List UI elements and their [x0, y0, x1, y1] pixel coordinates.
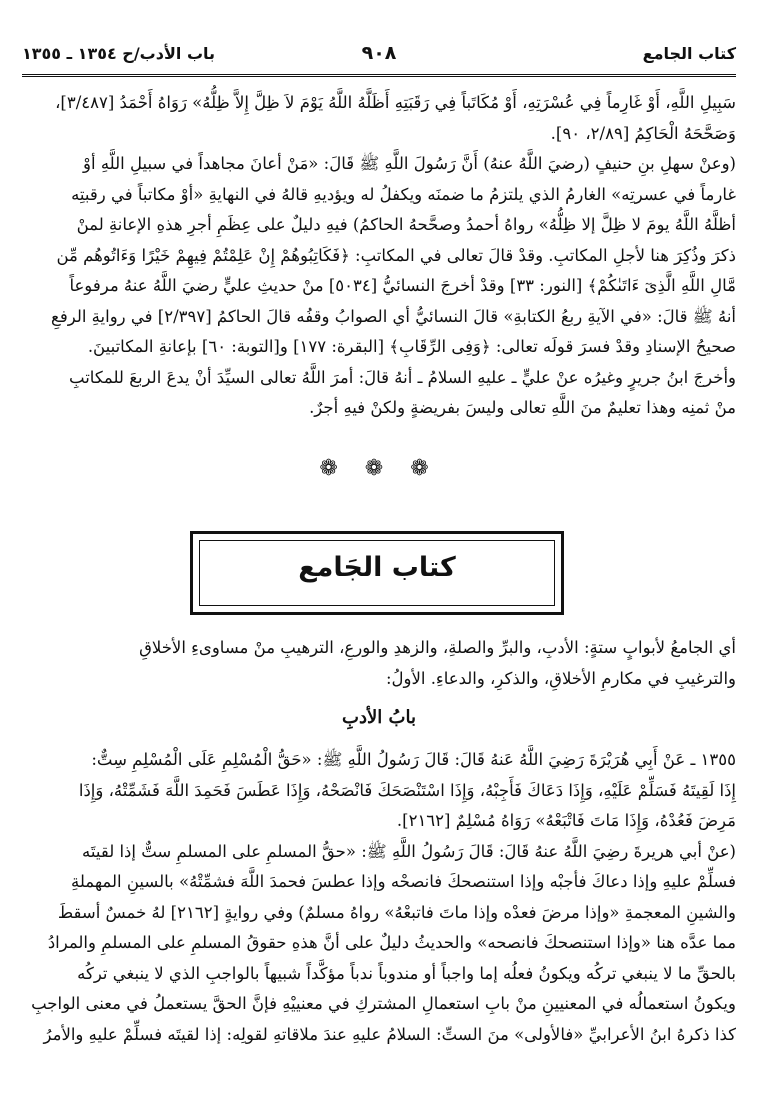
- text-line: (عنْ أبي هريرةَ رضِيَ اللَّهُ عنهُ قَالَ: قَالَ رَسُولُ اللَّهِ ﷺ: «حقُّ المسلمِ على المسلمِ ستٌّ إذا لقيتَه: [82, 841, 736, 861]
- text-line: فسلِّمْ عليهِ وإذا دعاكَ فأجبْه وإذا استنصحكَ فانصحْه وإذا عطسَ فحمدَ اللَّهَ فشمِّتْهُ» بالسينِ المهملةِ: [70, 872, 736, 891]
- text-line: منْ ثمنِه وهذا تعليمٌ منَ اللَّهِ تعالى وليسَ بفريضةٍ ولكنْ فيهِ أجرٌ.: [309, 398, 736, 417]
- book-heading: كتاب الجَامع: [298, 552, 456, 583]
- text-block-hadith: [22, 745, 736, 1050]
- text-line: مما عدَّه هنا «وإذا استنصحكَ فانصحه» والحديثُ دليلٌ على أنَّ هذهِ حقوقُ المسلمِ على المسلمِ والمرادُ: [47, 933, 736, 952]
- text-line: مَرِضَ فَعُدْهُ، وَإِذَا مَاتَ فَاتْبَعْهُ» رَوَاهُ مُسْلِمٌ [٢١٦٢].: [396, 811, 736, 830]
- text-line: غارماً في عسرتِه» الغارمُ الذي يلتزمُ ما ضمنَه ويكفلُ له ويؤديهِ قالهُ في النهايةِ «أوْ مكاتباً في رقبتِه: [71, 184, 736, 204]
- chapter-reference: باب الأدب/ح ١٣٥٤ ـ ١٣٥٥: [22, 44, 216, 63]
- text-line: وأخرجَ ابنُ جريرٍ وغيرُه عنْ عليٍّ ـ عليهِ السلامُ ـ أنهُ قالَ: أمرَ اللَّهُ تعالى السيِّدَ أنْ يدعَ الربعَ للمكاتبِ: [69, 367, 736, 387]
- text-line: أظلَّهُ اللَّهُ يومَ لا ظِلَّ إلا ظِلُّهُ» رواهُ أحمدُ وصحَّحهُ الحاكمُ) فيهِ دليلٌ على عِظَمِ أجرِ هذهِ الإعانةِ لمنْ: [76, 215, 736, 234]
- text-line: صحيحُ الإسنادِ وقدْ فسرَ قولَه تعالى: ﴿وَفِى الرِّقَابِ﴾ [البقرة: ١٧٧] و[التوبة: ٦٠] بإعانةِ المكاتبينَ.: [87, 337, 736, 356]
- text-line: (وعنْ سهلِ بنِ حنيفٍ (رضيَ اللَّهُ عنهُ) أَنَّ رَسُولَ اللَّهِ ﷺ قَالَ: «مَنْ أعانَ مجاهداً في سبيلِ اللَّهِ أوْ: [83, 154, 736, 173]
- book-heading-frame: [190, 531, 564, 615]
- running-header: [22, 40, 736, 70]
- text-line: مَّالِ اللَّهِ الَّذِىٓ ءَاتَىٰكُمْ﴾ [النور: ٣٣] وقدْ أخرجَ النسائيُّ [٥٠٣٤] منْ حديثِ عليٍّ رضيَ اللَّهُ عنهُ مرفوعاً: [69, 276, 736, 295]
- text-block-continuation: [22, 88, 736, 424]
- section-separator-ornament: ❁ ❁ ❁: [319, 456, 439, 481]
- text-line: سَبِيلِ اللَّهِ، أَوْ غَارِماً فِي عُسْرَتِهِ، أَوْ مُكَاتَباً فِي رَقَبَتِهِ أَظَلَّهُ اللَّهُ يَوْمَ لاَ ظِلَّ إِلاَّ ظِلُّهُ» رَوَاهُ أَحْمَدُ [٣/٤٨٧]،: [55, 93, 736, 112]
- book-title: كتاب الجامع: [642, 44, 736, 63]
- text-line: وَصَحَّحَهُ الْحَاكِمُ [٢/٨٩، ٩٠].: [550, 123, 736, 143]
- text-line: والترغيبِ في مكارمِ الأخلاقِ، والذكرِ، والدعاءِ. الأولُ:: [385, 668, 736, 688]
- text-line: ١٣٥٥ ـ عَنْ أَبِي هُرَيْرَةَ رَضِيَ اللَّهُ عَنهُ قَالَ: قَالَ رَسُولُ اللَّهِ ﷺ: «حَقُّ الْمُسْلِمِ عَلَى الْمُسْلِمِ سِتٌّ:: [91, 750, 736, 769]
- text-line: إِذَا لَقِيتَهُ فَسَلِّمْ عَلَيْهِ، وَإِذَا دَعَاكَ فَأَجِبْهُ، وَإِذَا اسْتَنْصَحَكَ فَانْصَحْهُ، وَإِذَا عَطَسَ فَحَمِدَ اللَّهَ فَشَمِّتْهُ، وَإِذَا: [78, 780, 736, 800]
- page-number: ٩٠٨: [361, 42, 397, 64]
- text-line: ذكرَ وذُكِرَ هنا لأجلِ المكاتبِ. وقدْ قالَ تعالى في المكاتبِ: ﴿فَكَاتِبُوهُمْ إِنْ عَلِمْتُمْ فِيهِمْ خَيْرًا وَءَاتُوهُم مِّن: [56, 245, 736, 265]
- text-block-intro: [22, 633, 736, 694]
- text-line: والشينِ المعجمةِ «وإذا مرضَ فعدْه وإذا ماتَ فاتبعْهُ» رواهُ مسلمٌ) وفي روايةٍ [٢١٦٢] لهُ خمسٌ أسقطَ: [57, 902, 736, 922]
- text-line: كذا ذكرهُ ابنُ الأعرابيِّ «فالأولى» منَ الستِّ: السلامُ عليهِ عندَ ملاقاتهِ لقولِه: إذا لقيتَه فسلِّمْ عليهِ والأمرُ: [43, 1024, 736, 1044]
- header-divider: [22, 74, 736, 77]
- text-line: بالحقِّ ما لا ينبغي تركُه ويكونُ فعلُه إما واجباً أو مندوباً ندباً مؤكَّداً شبيهاً بالواجبِ الذي لا ينبغي تركُه: [77, 963, 736, 983]
- text-line: أي الجامعُ لأبوابٍ ستةٍ: الأدبِ، والبرِّ والصلةِ، والزهدِ والورعِ، الترهيبِ منْ مساوىءِ الأخلاقِ: [139, 638, 736, 657]
- text-line: أنهُ ﷺ قالَ: «في الآيةِ ربعُ الكتابةِ» قالَ النسائيُّ أي الصوابُ وقفُه قالَ الحاكمُ [٢/٣٩٧] في روايةِ الرفعِ: [51, 306, 736, 326]
- text-line: ويكونُ استعمالُه في المعنيينِ منْ بابِ استعمالِ المشتركِ في معنييْهِ فإنَّ الحقَّ يستعملُ في معنى الواجبِ: [31, 994, 736, 1013]
- section-heading: بابُ الأدبِ: [342, 707, 416, 728]
